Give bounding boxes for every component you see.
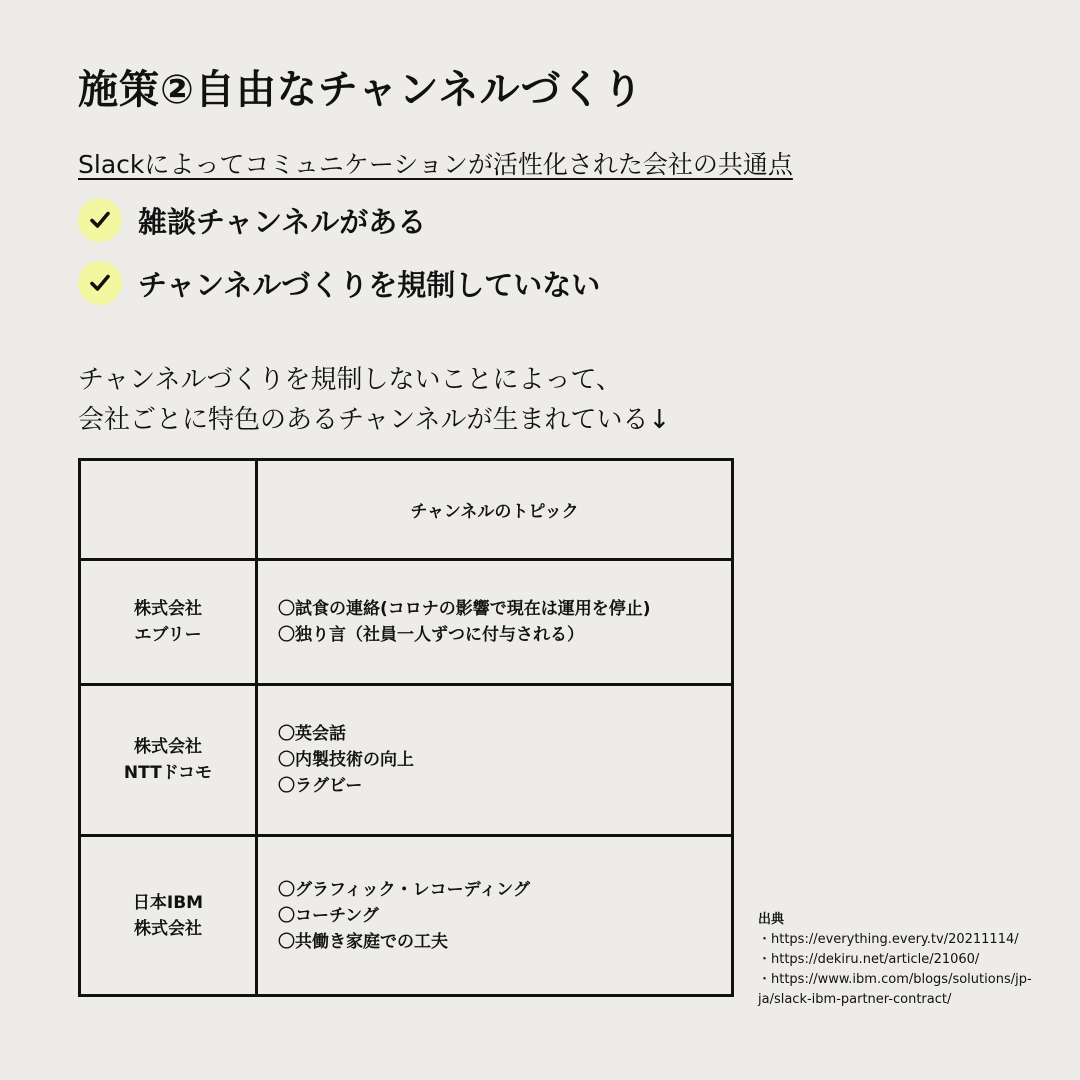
source-link: ・https://www.ibm.com/blogs/solutions/jp-	[758, 972, 1032, 987]
check-item	[78, 198, 426, 242]
topic-item: 〇ラグビー	[278, 776, 363, 796]
company-name-line: 株式会社	[134, 599, 202, 619]
company-name-line: 株式会社	[134, 737, 202, 757]
page-title: 施策②自由なチャンネルづくり	[78, 67, 644, 113]
topic-item: 〇共働き家庭での工夫	[278, 931, 448, 952]
table-row	[80, 685, 733, 836]
company-name-line: 日本IBM	[132, 892, 204, 913]
sources-block	[758, 910, 1058, 1010]
channel-topics-table	[78, 458, 734, 997]
topic-item: 〇独り言（社員一人ずつに付与される）	[278, 625, 584, 645]
intro-line: チャンネルづくりを規制しないことによって、	[78, 365, 622, 395]
company-cell	[80, 836, 257, 996]
intro-line: 会社ごとに特色のあるチャンネルが生まれている↓	[78, 405, 671, 435]
intro-text	[78, 360, 670, 440]
table-header-row	[80, 460, 733, 560]
topic-item: 〇グラフィック・レコーディング	[278, 879, 530, 900]
company-cell	[80, 560, 257, 685]
topic-item: 〇試食の連絡(コロナの影響で現在は運用を停止)	[278, 599, 651, 619]
topics-cell	[257, 685, 733, 836]
page-subtitle: Slackによってコミュニケーションが活性化された会社の共通点	[78, 150, 793, 179]
topic-item: 〇内製技術の向上	[278, 750, 414, 770]
source-link: ・https://dekiru.net/article/21060/	[758, 952, 980, 967]
table-corner-cell	[80, 460, 257, 560]
company-name-line: 株式会社	[134, 918, 202, 939]
table-header-label: チャンネルのトピック	[257, 460, 733, 560]
topics-cell	[257, 836, 733, 996]
check-icon	[78, 261, 122, 305]
company-cell	[80, 685, 257, 836]
topics-cell	[257, 560, 733, 685]
check-item-label: チャンネルづくりを規制していない	[138, 267, 601, 302]
check-icon	[78, 198, 122, 242]
table-row	[80, 560, 733, 685]
sources-title: 出典	[758, 912, 785, 927]
table-row	[80, 836, 733, 996]
check-item-label: 雑談チャンネルがある	[138, 204, 427, 239]
company-name-line: NTTドコモ	[123, 763, 213, 783]
source-link: ja/slack-ibm-partner-contract/	[758, 992, 952, 1007]
topic-item: 〇コーチング	[278, 905, 379, 926]
company-name-line: エブリー	[134, 625, 202, 645]
source-link: ・https://everything.every.tv/20211114/	[758, 932, 1019, 947]
check-item	[78, 261, 600, 305]
topic-item: 〇英会話	[278, 724, 346, 744]
